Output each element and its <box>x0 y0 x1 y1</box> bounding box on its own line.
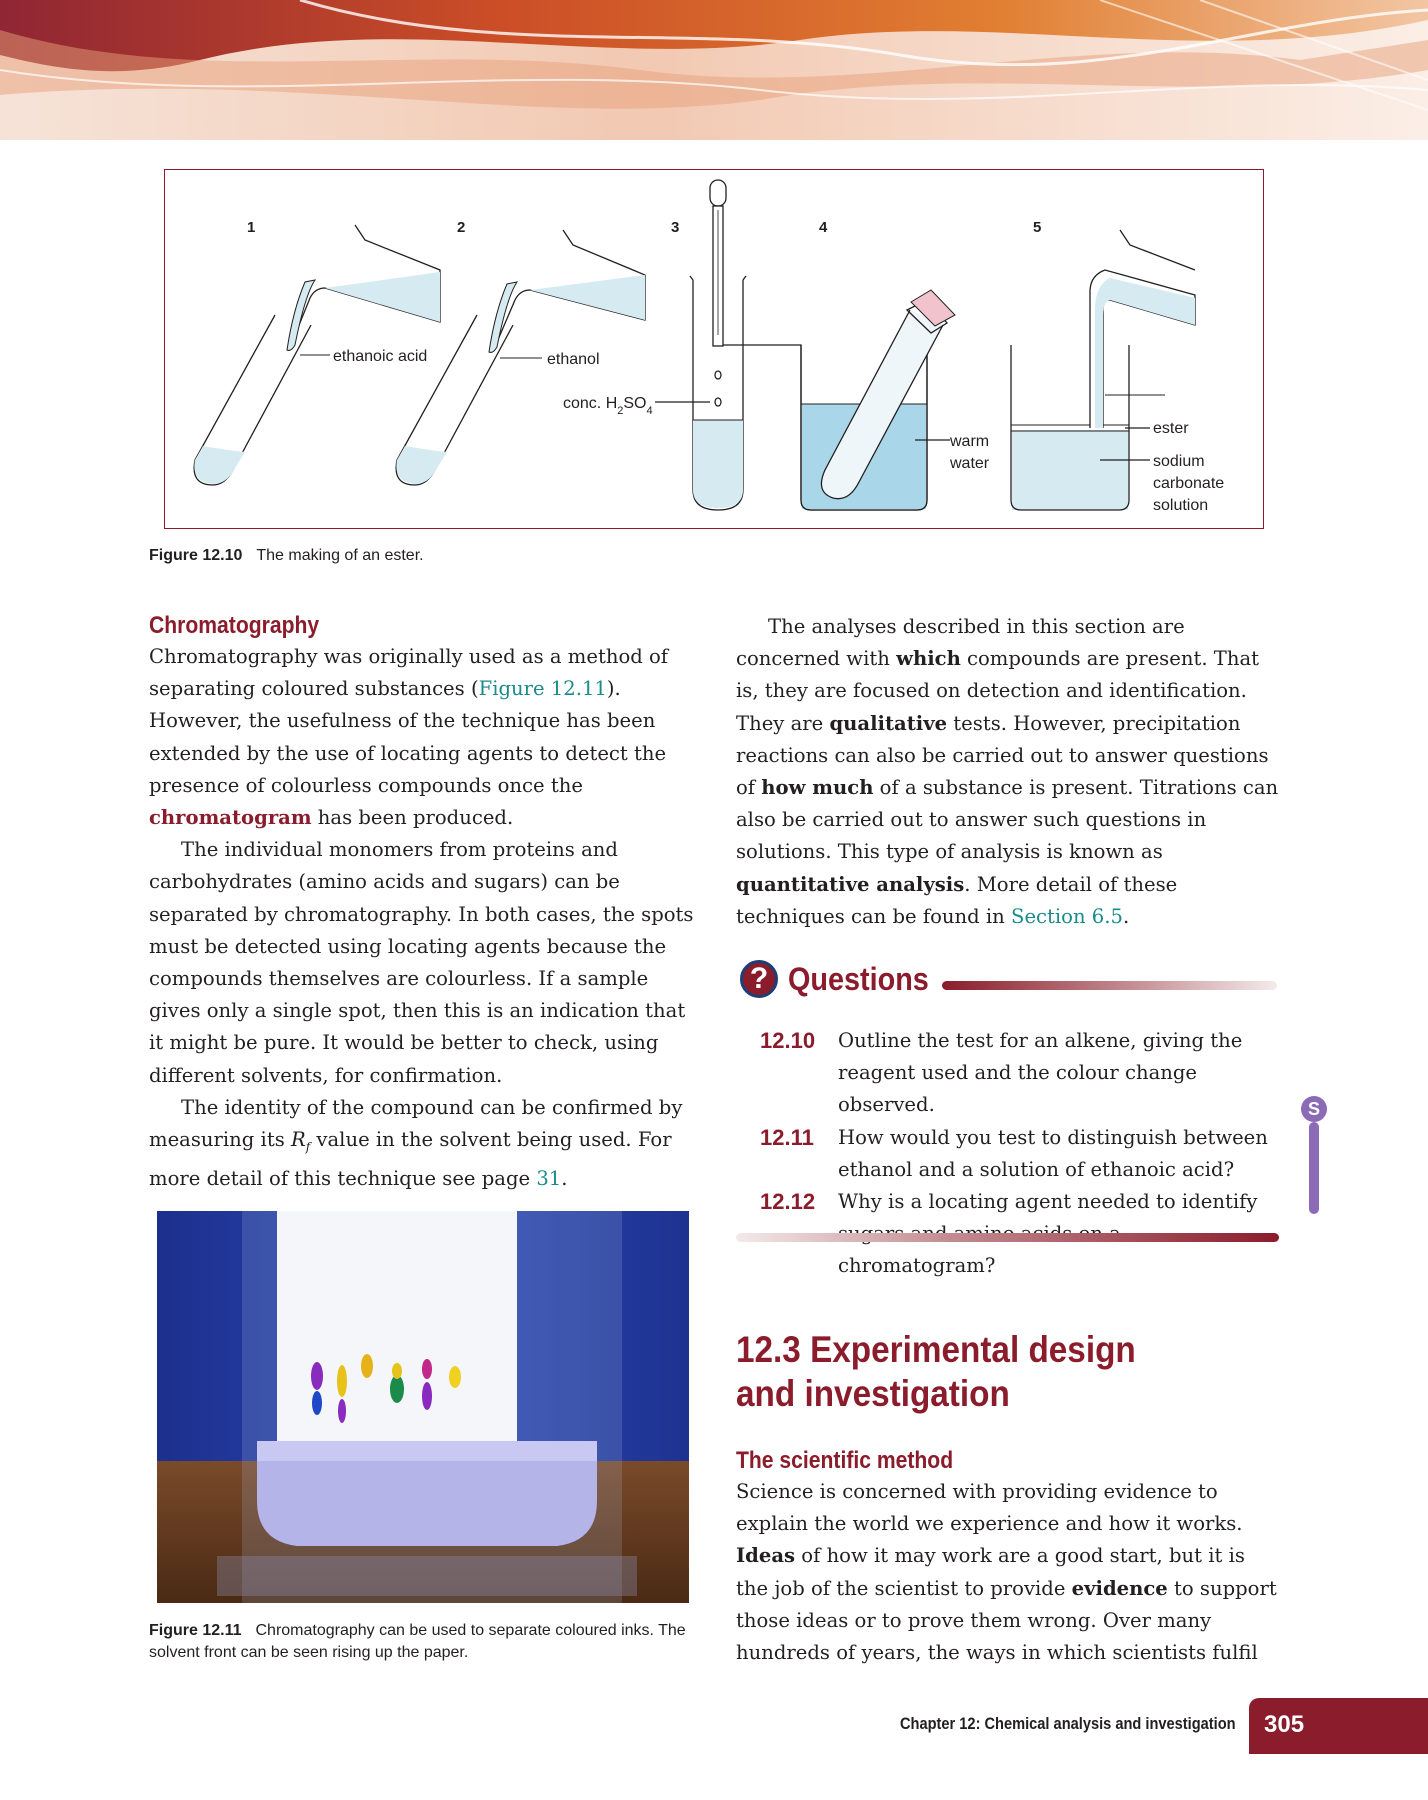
paragraph: The identity of the compound can be confirmed by measuring its $R_f$ value in the solvent being used. For more detail of this technique see page 31. <box>149 1095 683 1191</box>
supplement-badge: S <box>1301 1096 1327 1122</box>
paragraph: Science is concerned with providing evidence to explain the world we experience and how it works. Ideas of how it may work are a good start, but it is the job of the scientist to provide evidence to support those ideas or to prove them wrong. Over many hundreds of years, the ways in which scientists fulfil <box>736 1480 1277 1665</box>
figure-12-11-photo <box>157 1211 689 1603</box>
step-number: 3 <box>671 219 680 236</box>
figure-12-10-caption <box>149 545 424 567</box>
supplement-bar <box>1309 1122 1319 1214</box>
label-carbonate: carbonate <box>1153 475 1225 492</box>
step-number: 2 <box>457 219 466 236</box>
step-number: 5 <box>1033 219 1042 236</box>
question-number: 12.12 <box>760 1189 816 1215</box>
caption-text: The making of an ester. <box>256 547 424 564</box>
question-text: Outline the test for an alkene, giving the reagent used and the colour change observed. <box>838 1029 1243 1117</box>
paragraph: The individual monomers from proteins and carbohydrates (amino acids and sugars) can be separated by chromatography. In both cases, the spots must be detected using locating agents because the compounds themselves are colourless. If a sample gives only a single spot, then this is an indication that it might be pure. It would be better to check, using different solvents, for confirmation. <box>149 838 694 1087</box>
divider <box>942 981 1277 990</box>
page-number: 305 <box>1264 1711 1305 1738</box>
question-item <box>760 1122 1280 1186</box>
step-number: 1 <box>247 219 256 236</box>
step4-apparatus <box>723 290 955 510</box>
questions-header <box>740 960 944 998</box>
questions-list <box>760 1025 1280 1283</box>
question-number: 12.11 <box>760 1124 814 1150</box>
step-number: 4 <box>819 219 828 236</box>
label-water: water <box>950 455 990 472</box>
keyword: chromatogram <box>149 806 312 830</box>
page-link[interactable]: 31 <box>536 1167 562 1191</box>
figure-12-10 <box>164 169 1264 529</box>
label-solution: solution <box>1153 497 1209 514</box>
section-link[interactable]: Section 6.5 <box>1011 904 1123 928</box>
label-ester: ester <box>1153 420 1189 437</box>
label-ethanol: ethanol <box>547 351 600 368</box>
caption-text: Chromatography can be used to separate coloured inks. The solvent front can be seen rising up the paper. <box>149 1622 686 1661</box>
questions-title: Questions <box>788 960 929 997</box>
label-ethanoic-acid: ethanoic acid <box>333 348 428 365</box>
caption-label: Figure 12.10 <box>149 547 243 564</box>
paragraph: Chromatography was originally used as a method of separating coloured substances (Figure 12.11). However, the usefulness of the technique has been extended by the use of locating agents to detect the presence of colourless compounds once the chromatogram has been produced. <box>149 645 669 830</box>
figure-link[interactable]: Figure 12.11 <box>478 677 607 701</box>
scientific-method-section <box>736 1446 1281 1669</box>
figure-12-11-caption <box>149 1620 689 1664</box>
question-text: How would you test to distinguish between ethanol and a solution of ethanoic acid? <box>838 1125 1268 1181</box>
chromatography-heading: Chromatography <box>149 612 320 639</box>
divider <box>736 1233 1279 1242</box>
question-item <box>760 1025 1280 1122</box>
question-icon: ? <box>740 960 778 998</box>
label-conc: conc. $H_2SO_4$ <box>563 395 653 417</box>
chapter-footer: Chapter 12: Chemical analysis and investigation <box>900 1714 1236 1733</box>
caption-label: Figure 12.11 <box>149 1622 242 1639</box>
section-heading: 12.3 Experimental design and investigation <box>736 1329 1136 1414</box>
chromatography-section <box>149 611 694 1195</box>
question-text: Why is a locating agent needed to identify chromatogram? <box>838 1190 1258 1278</box>
paragraph: The analyses described in this section are concerned with which compounds are present. That is, they are focused on detection and identification. They are qualitative tests. However, precipitation reactions can also be carried out to answer questions of how much of a substance is present. Titrations can also be carried out to answer such questions in solutions. This type of analysis is known as quantitative analysis. More detail of these techniques can be found in Section 6.5. <box>736 615 1279 928</box>
analysis-intro <box>736 611 1281 933</box>
header-banner <box>0 0 1428 140</box>
label-warm: warm <box>950 433 990 450</box>
scientific-method-heading: The scientific method <box>736 1447 954 1474</box>
label-sodium: sodium <box>1153 453 1205 470</box>
question-number: 12.10 <box>760 1028 816 1053</box>
